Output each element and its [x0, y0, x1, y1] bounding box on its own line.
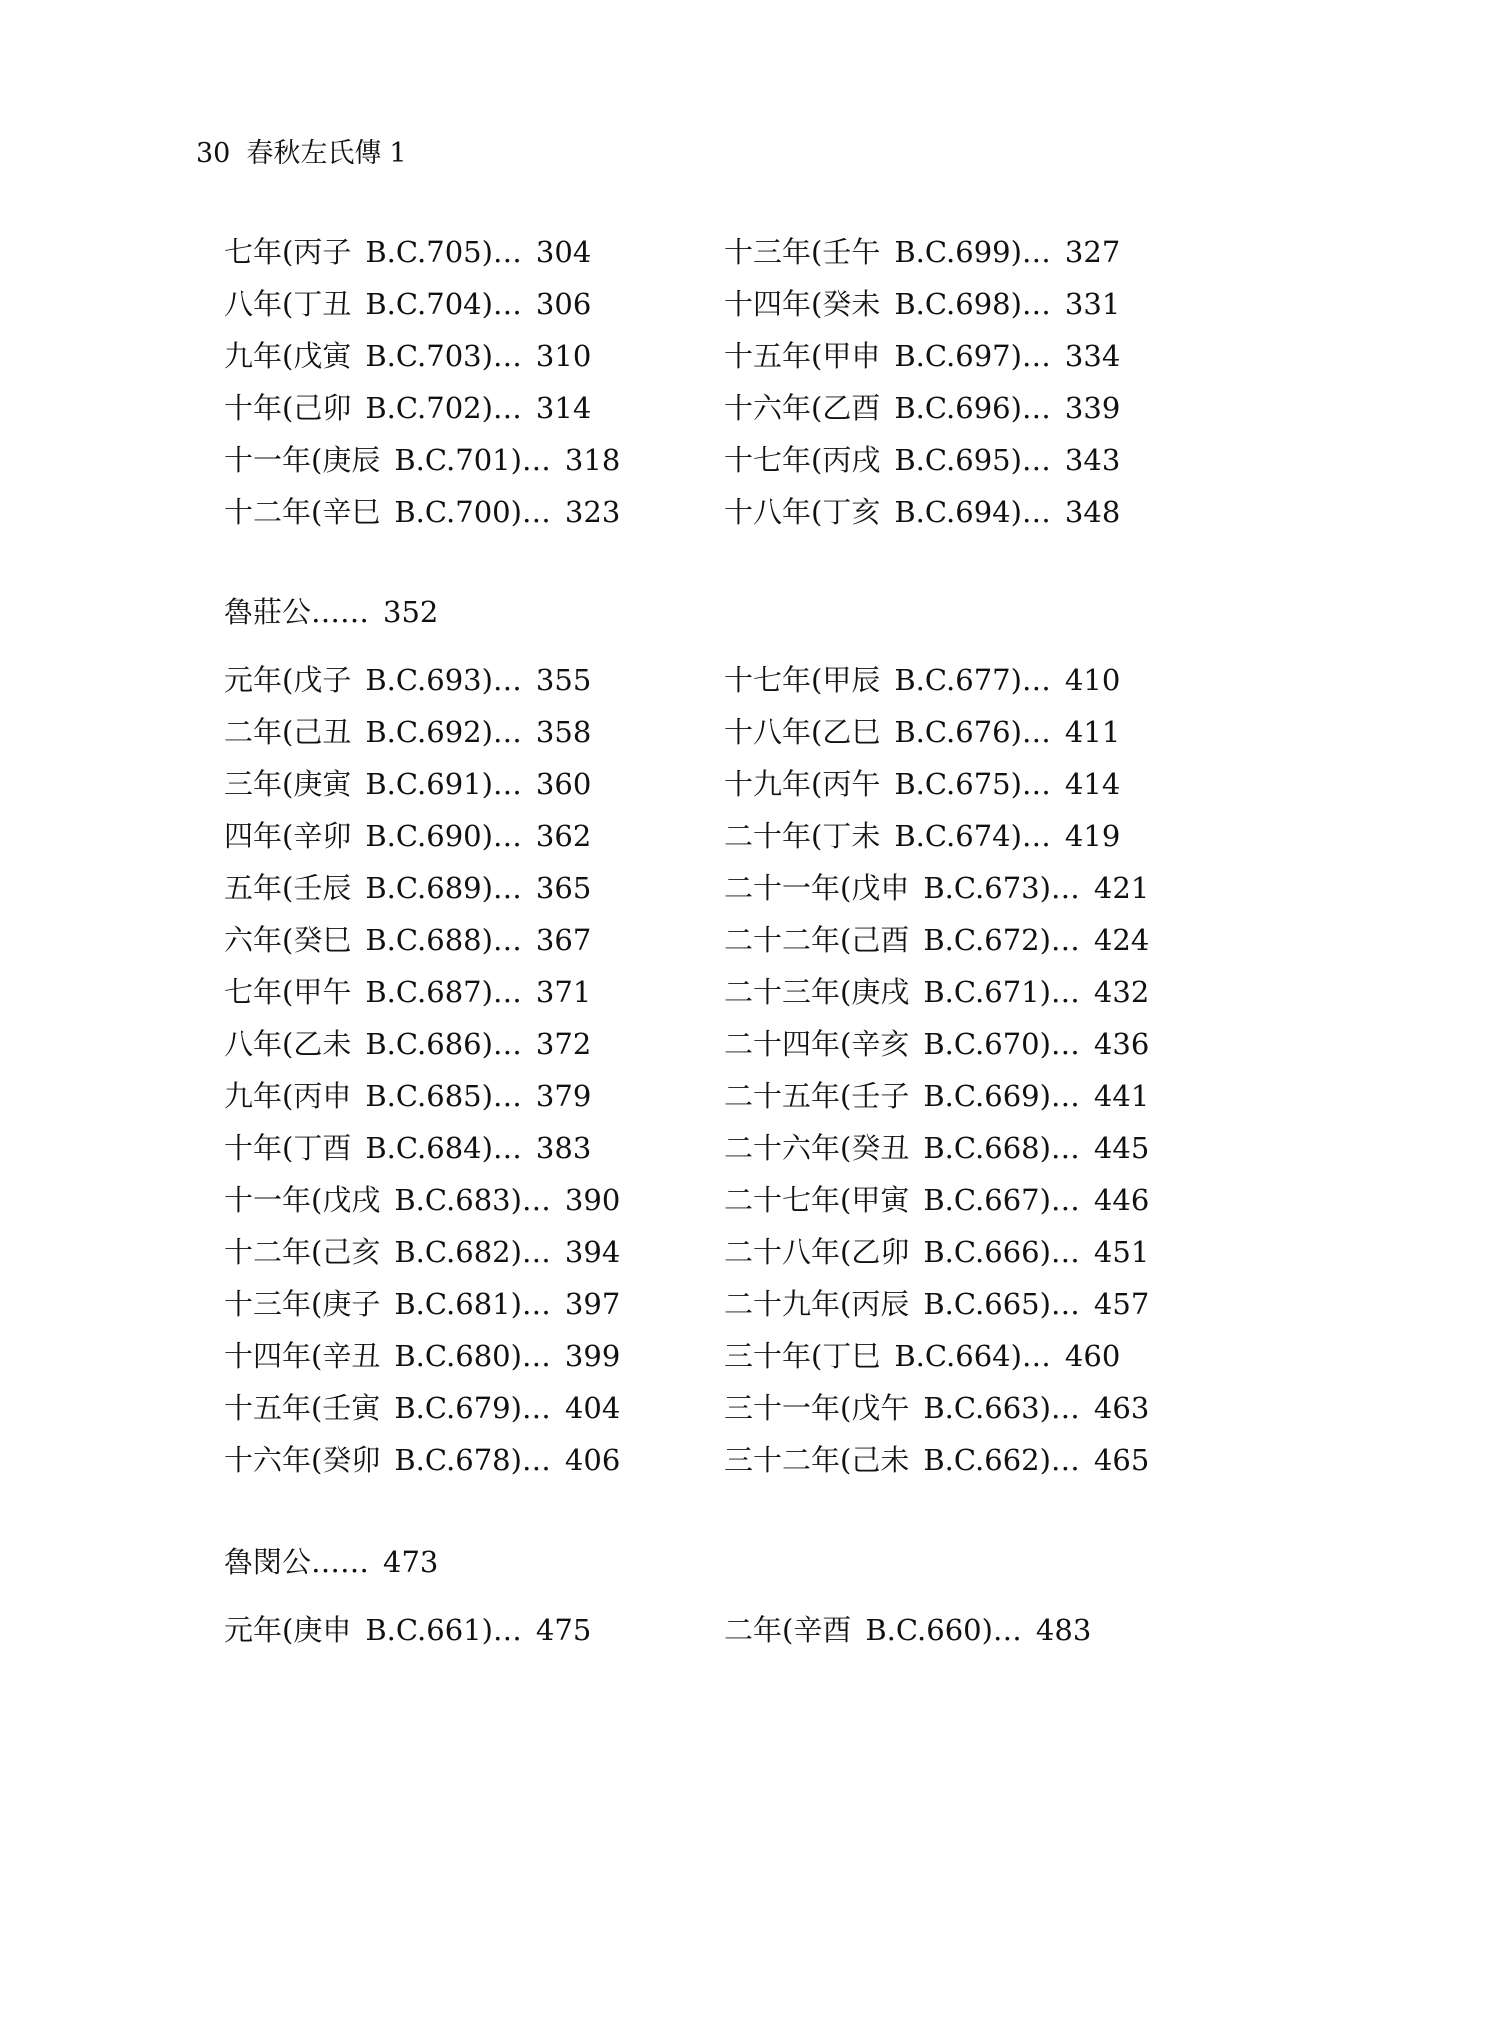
entry-year: 十六年( — [724, 391, 823, 425]
entry-page-number: 367 — [535, 923, 592, 957]
entry-year: 二十一年( — [724, 871, 852, 905]
entry-bc-date: B.C.696)… — [894, 391, 1051, 425]
entry-year: 十四年( — [224, 1339, 323, 1373]
entry-year: 十三年( — [724, 235, 823, 269]
entry-bc-date: B.C.671)… — [923, 975, 1080, 1009]
entry-ganzhi: 戊戌 — [322, 1183, 381, 1217]
toc-entry — [724, 330, 1224, 382]
entry-bc-date: B.C.686)… — [365, 1027, 522, 1061]
entry-bc-date: B.C.672)… — [923, 923, 1080, 957]
entry-page-number: 419 — [1064, 819, 1121, 853]
entry-year: 十五年( — [724, 339, 823, 373]
entry-ganzhi: 壬辰 — [293, 871, 352, 905]
entry-page-number: 348 — [1064, 495, 1121, 529]
entry-year: 五年( — [224, 871, 294, 905]
entry-ganzhi: 癸未 — [822, 287, 881, 321]
toc-entry — [224, 1122, 724, 1174]
entry-ganzhi: 己丑 — [293, 715, 352, 749]
entry-bc-date: B.C.675)… — [894, 767, 1051, 801]
entry-bc-date: B.C.694)… — [894, 495, 1051, 529]
entry-ganzhi: 癸卯 — [322, 1443, 381, 1477]
entry-bc-date: B.C.678)… — [394, 1443, 551, 1477]
toc-entry — [224, 434, 724, 486]
toc-entry — [224, 382, 724, 434]
toc-entry — [224, 1226, 724, 1278]
entry-page-number: 318 — [564, 443, 621, 477]
entry-year: 十二年( — [224, 495, 323, 529]
entry-year: 十三年( — [224, 1287, 323, 1321]
entry-page-number: 310 — [535, 339, 592, 373]
toc-entry — [224, 706, 724, 758]
entry-bc-date: B.C.688)… — [365, 923, 522, 957]
entry-year: 二十年( — [724, 819, 823, 853]
entry-page-number: 451 — [1093, 1235, 1150, 1269]
entry-bc-date: B.C.703)… — [365, 339, 522, 373]
entry-year: 三十二年( — [724, 1443, 852, 1477]
entry-bc-date: B.C.666)… — [923, 1235, 1080, 1269]
toc-right-column — [724, 226, 1224, 538]
entry-ganzhi: 壬寅 — [322, 1391, 381, 1425]
volume-number: 1 — [389, 138, 407, 169]
entry-ganzhi: 丙午 — [822, 767, 881, 801]
entry-ganzhi: 丁酉 — [293, 1131, 352, 1165]
entry-bc-date: B.C.700)… — [394, 495, 551, 529]
entry-year: 十九年( — [724, 767, 823, 801]
entry-page-number: 436 — [1093, 1027, 1150, 1061]
entry-year: 二十六年( — [724, 1131, 852, 1165]
entry-bc-date: B.C.687)… — [365, 975, 522, 1009]
entry-page-number: 446 — [1093, 1183, 1150, 1217]
entry-bc-date: B.C.674)… — [894, 819, 1051, 853]
entry-page-number: 414 — [1064, 767, 1121, 801]
page-header — [196, 136, 407, 172]
entry-ganzhi: 丁亥 — [822, 495, 881, 529]
entry-ganzhi: 甲午 — [293, 975, 352, 1009]
toc-entry — [224, 486, 724, 538]
entry-page-number: 399 — [564, 1339, 621, 1373]
entry-year: 十年( — [224, 391, 294, 425]
toc-entry — [224, 1018, 724, 1070]
entry-ganzhi: 辛酉 — [793, 1613, 852, 1647]
entry-page-number: 457 — [1093, 1287, 1150, 1321]
toc-left-column — [224, 1604, 724, 1656]
toc-entry — [724, 1174, 1224, 1226]
toc-entry — [224, 966, 724, 1018]
entry-year: 十一年( — [224, 1183, 323, 1217]
entry-page-number: 410 — [1064, 663, 1121, 697]
entry-year: 元年( — [224, 1613, 294, 1647]
toc-entry — [724, 1330, 1224, 1382]
toc-entry — [224, 278, 724, 330]
entry-year: 十八年( — [724, 495, 823, 529]
entry-page-number: 327 — [1064, 235, 1121, 269]
entry-ganzhi: 甲辰 — [822, 663, 881, 697]
toc-entry — [724, 1382, 1224, 1434]
leader-dots: …… — [311, 1545, 370, 1579]
entry-page-number: 314 — [535, 391, 592, 425]
entry-bc-date: B.C.690)… — [365, 819, 522, 853]
toc-entry — [224, 330, 724, 382]
entry-bc-date: B.C.664)… — [894, 1339, 1051, 1373]
entry-page-number: 432 — [1093, 975, 1150, 1009]
entry-page-number: 358 — [535, 715, 592, 749]
entry-page-number: 360 — [535, 767, 592, 801]
entry-ganzhi: 丁巳 — [822, 1339, 881, 1373]
toc-right-column — [724, 654, 1224, 1486]
entry-ganzhi: 辛亥 — [851, 1027, 910, 1061]
entry-bc-date: B.C.679)… — [394, 1391, 551, 1425]
entry-bc-date: B.C.685)… — [365, 1079, 522, 1113]
entry-page-number: 411 — [1064, 715, 1121, 749]
entry-year: 二年( — [224, 715, 294, 749]
entry-year: 三十年( — [724, 1339, 823, 1373]
entry-bc-date: B.C.667)… — [923, 1183, 1080, 1217]
entry-page-number: 463 — [1093, 1391, 1150, 1425]
entry-year: 十六年( — [224, 1443, 323, 1477]
entry-ganzhi: 庚申 — [293, 1613, 352, 1647]
entry-year: 八年( — [224, 1027, 294, 1061]
entry-bc-date: B.C.669)… — [923, 1079, 1080, 1113]
toc-section-min — [224, 1542, 1224, 1656]
entry-ganzhi: 丙戌 — [822, 443, 881, 477]
entry-page-number: 334 — [1064, 339, 1121, 373]
toc-entry — [724, 758, 1224, 810]
entry-ganzhi: 辛巳 — [322, 495, 381, 529]
entry-ganzhi: 丙辰 — [851, 1287, 910, 1321]
entry-ganzhi: 癸巳 — [293, 923, 352, 957]
entry-page-number: 421 — [1093, 871, 1150, 905]
entry-year: 二十二年( — [724, 923, 852, 957]
entry-ganzhi: 丙申 — [293, 1079, 352, 1113]
entry-page-number: 362 — [535, 819, 592, 853]
section-title: 魯莊公 — [224, 595, 312, 629]
entry-year: 六年( — [224, 923, 294, 957]
entry-year: 九年( — [224, 339, 294, 373]
entry-ganzhi: 己卯 — [293, 391, 352, 425]
entry-ganzhi: 庚子 — [322, 1287, 381, 1321]
entry-bc-date: B.C.680)… — [394, 1339, 551, 1373]
toc-left-column — [224, 654, 724, 1486]
entry-page-number: 383 — [535, 1131, 592, 1165]
entry-page-number: 331 — [1064, 287, 1121, 321]
entry-bc-date: B.C.660)… — [865, 1613, 1022, 1647]
entry-year: 三年( — [224, 767, 294, 801]
entry-page-number: 404 — [564, 1391, 621, 1425]
entry-year: 十八年( — [724, 715, 823, 749]
entry-page-number: 390 — [564, 1183, 621, 1217]
toc-entry — [724, 706, 1224, 758]
entry-page-number: 424 — [1093, 923, 1150, 957]
entry-year: 四年( — [224, 819, 294, 853]
entry-bc-date: B.C.692)… — [365, 715, 522, 749]
toc-entry — [724, 1226, 1224, 1278]
entry-ganzhi: 壬午 — [822, 235, 881, 269]
toc-entry — [724, 914, 1224, 966]
entry-page-number: 343 — [1064, 443, 1121, 477]
entry-year: 二十四年( — [724, 1027, 852, 1061]
entry-ganzhi: 己亥 — [322, 1235, 381, 1269]
entry-ganzhi: 庚辰 — [322, 443, 381, 477]
entry-year: 十五年( — [224, 1391, 323, 1425]
toc-entry — [224, 1278, 724, 1330]
entry-year: 二十三年( — [724, 975, 852, 1009]
entry-ganzhi: 辛卯 — [293, 819, 352, 853]
entry-year: 二十九年( — [724, 1287, 852, 1321]
toc-entry — [224, 1434, 724, 1486]
toc-entry — [224, 1382, 724, 1434]
entry-page-number: 475 — [535, 1613, 592, 1647]
entry-page-number: 441 — [1093, 1079, 1150, 1113]
entry-year: 七年( — [224, 975, 294, 1009]
entry-page-number: 306 — [535, 287, 592, 321]
entry-bc-date: B.C.681)… — [394, 1287, 551, 1321]
entry-page-number: 339 — [1064, 391, 1121, 425]
entry-page-number: 365 — [535, 871, 592, 905]
entry-ganzhi: 甲寅 — [851, 1183, 910, 1217]
entry-ganzhi: 辛丑 — [322, 1339, 381, 1373]
toc-entry — [724, 434, 1224, 486]
entry-bc-date: B.C.682)… — [394, 1235, 551, 1269]
toc-entry — [224, 810, 724, 862]
toc-entry — [224, 1604, 724, 1656]
entry-ganzhi: 戊寅 — [293, 339, 352, 373]
entry-year: 二十七年( — [724, 1183, 852, 1217]
entry-bc-date: B.C.705)… — [365, 235, 522, 269]
entry-bc-date: B.C.665)… — [923, 1287, 1080, 1321]
entry-ganzhi: 戊申 — [851, 871, 910, 905]
entry-bc-date: B.C.697)… — [894, 339, 1051, 373]
entry-page-number: 355 — [535, 663, 592, 697]
entry-bc-date: B.C.693)… — [365, 663, 522, 697]
entry-page-number: 465 — [1093, 1443, 1150, 1477]
toc-right-column — [724, 1604, 1224, 1656]
page-number: 30 — [196, 138, 231, 169]
section-page-number: 473 — [383, 1545, 439, 1579]
toc-section-zhuang — [224, 592, 1224, 1486]
entry-ganzhi: 庚戌 — [851, 975, 910, 1009]
entry-year: 十七年( — [724, 663, 823, 697]
entry-bc-date: B.C.663)… — [923, 1391, 1080, 1425]
entry-bc-date: B.C.695)… — [894, 443, 1051, 477]
entry-year: 八年( — [224, 287, 294, 321]
entry-ganzhi: 己未 — [851, 1443, 910, 1477]
toc-entry — [724, 1434, 1224, 1486]
section-heading — [224, 1542, 1224, 1582]
entry-ganzhi: 乙卯 — [851, 1235, 910, 1269]
toc-entry — [724, 278, 1224, 330]
entry-year: 九年( — [224, 1079, 294, 1113]
toc-left-column — [224, 226, 724, 538]
entry-bc-date: B.C.702)… — [365, 391, 522, 425]
entry-ganzhi: 乙酉 — [822, 391, 881, 425]
toc-entry — [724, 810, 1224, 862]
entry-ganzhi: 庚寅 — [293, 767, 352, 801]
entry-page-number: 483 — [1035, 1613, 1092, 1647]
entry-year: 十年( — [224, 1131, 294, 1165]
entry-year: 二十八年( — [724, 1235, 852, 1269]
entry-page-number: 406 — [564, 1443, 621, 1477]
section-heading — [224, 592, 1224, 632]
entry-ganzhi: 丁丑 — [293, 287, 352, 321]
toc-entry — [724, 862, 1224, 914]
entry-year: 三十一年( — [724, 1391, 852, 1425]
entry-year: 十七年( — [724, 443, 823, 477]
toc-entry — [224, 1174, 724, 1226]
entry-ganzhi: 壬子 — [851, 1079, 910, 1113]
toc-entry — [724, 1070, 1224, 1122]
entry-bc-date: B.C.704)… — [365, 287, 522, 321]
toc-entry — [224, 862, 724, 914]
toc-entry — [724, 1278, 1224, 1330]
entry-year: 元年( — [224, 663, 294, 697]
entry-year: 二年( — [724, 1613, 794, 1647]
entry-ganzhi: 戊午 — [851, 1391, 910, 1425]
toc-entry — [224, 1330, 724, 1382]
entry-page-number: 304 — [535, 235, 592, 269]
entry-ganzhi: 甲申 — [822, 339, 881, 373]
toc-entry — [224, 914, 724, 966]
entry-bc-date: B.C.698)… — [894, 287, 1051, 321]
entry-page-number: 397 — [564, 1287, 621, 1321]
entry-ganzhi: 己酉 — [851, 923, 910, 957]
entry-page-number: 379 — [535, 1079, 592, 1113]
entry-bc-date: B.C.673)… — [923, 871, 1080, 905]
toc-entry — [724, 1122, 1224, 1174]
section-page-number: 352 — [383, 595, 439, 629]
entry-page-number: 371 — [535, 975, 592, 1009]
entry-ganzhi: 丙子 — [293, 235, 352, 269]
entry-bc-date: B.C.684)… — [365, 1131, 522, 1165]
entry-bc-date: B.C.701)… — [394, 443, 551, 477]
entry-year: 十四年( — [724, 287, 823, 321]
entry-bc-date: B.C.661)… — [365, 1613, 522, 1647]
entry-bc-date: B.C.670)… — [923, 1027, 1080, 1061]
toc-entry — [224, 1070, 724, 1122]
toc-entry — [724, 1604, 1224, 1656]
entry-year: 十二年( — [224, 1235, 323, 1269]
entry-year: 十一年( — [224, 443, 323, 477]
toc-entry — [724, 486, 1224, 538]
entry-ganzhi: 丁未 — [822, 819, 881, 853]
entry-ganzhi: 戊子 — [293, 663, 352, 697]
toc-entry — [724, 966, 1224, 1018]
entry-page-number: 460 — [1064, 1339, 1121, 1373]
entry-ganzhi: 乙巳 — [822, 715, 881, 749]
entry-page-number: 394 — [564, 1235, 621, 1269]
entry-page-number: 323 — [564, 495, 621, 529]
toc-entry — [224, 758, 724, 810]
entry-bc-date: B.C.677)… — [894, 663, 1051, 697]
entry-bc-date: B.C.699)… — [894, 235, 1051, 269]
toc-entry — [724, 1018, 1224, 1070]
entry-bc-date: B.C.683)… — [394, 1183, 551, 1217]
entry-bc-date: B.C.662)… — [923, 1443, 1080, 1477]
toc-entry — [224, 654, 724, 706]
entry-year: 二十五年( — [724, 1079, 852, 1113]
toc-entry — [724, 654, 1224, 706]
entry-bc-date: B.C.676)… — [894, 715, 1051, 749]
entry-page-number: 445 — [1093, 1131, 1150, 1165]
toc-section-continued — [224, 226, 1224, 538]
entry-bc-date: B.C.691)… — [365, 767, 522, 801]
toc-entry — [724, 226, 1224, 278]
toc-entry — [224, 226, 724, 278]
entry-page-number: 372 — [535, 1027, 592, 1061]
book-title: 春秋左氏傳 — [246, 138, 382, 169]
entry-bc-date: B.C.668)… — [923, 1131, 1080, 1165]
entry-ganzhi: 癸丑 — [851, 1131, 910, 1165]
toc-entry — [724, 382, 1224, 434]
entry-ganzhi: 乙未 — [293, 1027, 352, 1061]
section-title: 魯閔公 — [224, 1545, 312, 1579]
entry-year: 七年( — [224, 235, 294, 269]
entry-bc-date: B.C.689)… — [365, 871, 522, 905]
leader-dots: …… — [311, 595, 370, 629]
